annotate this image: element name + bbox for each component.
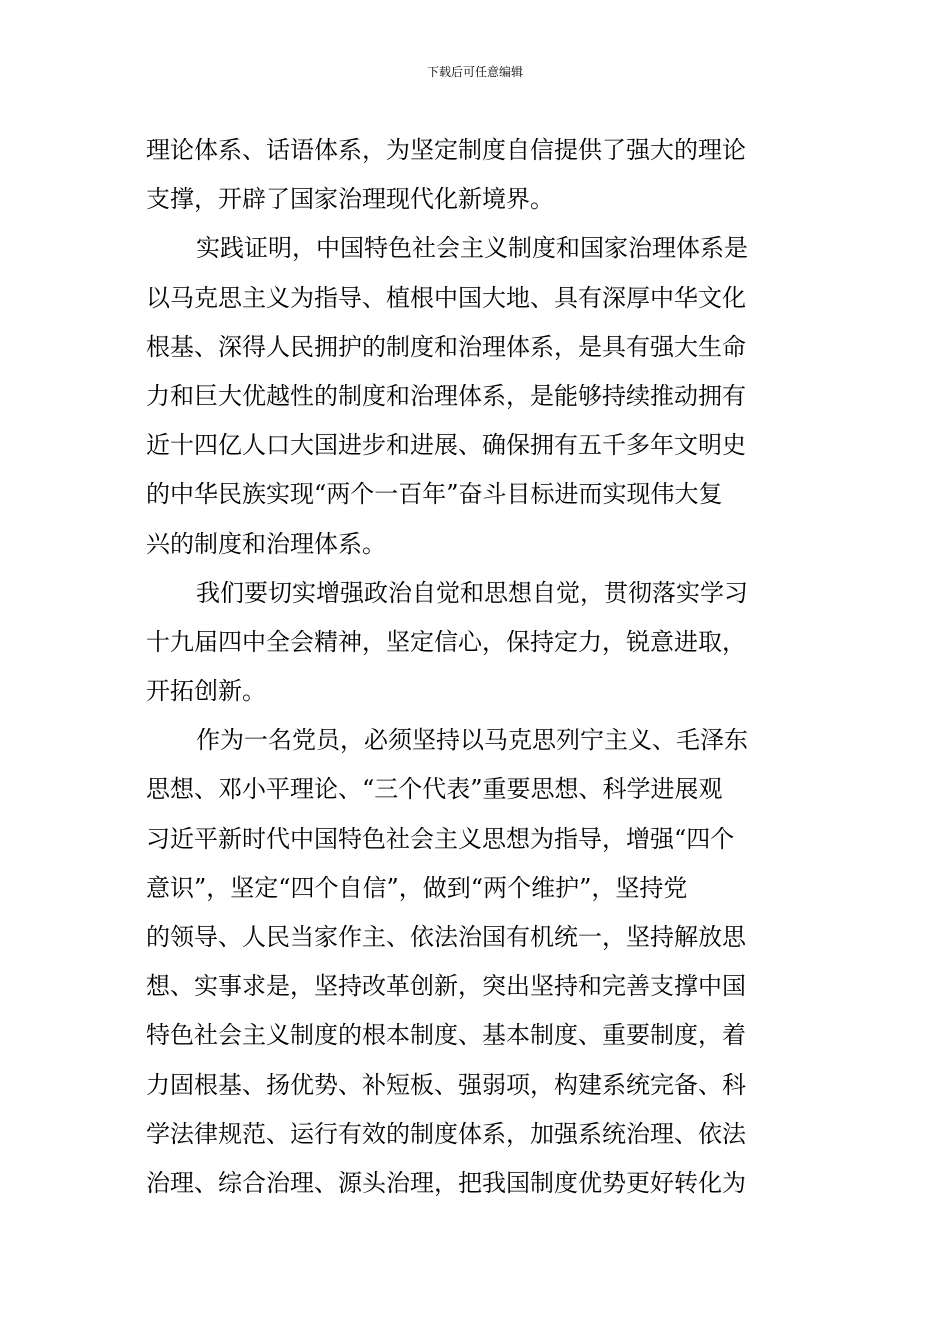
- text-line: 理论体系、话语体系，为坚定制度自信提供了强大的理论: [146, 136, 746, 164]
- text-line: 兴的制度和治理体系。: [146, 529, 386, 558]
- text-line: 近十四亿人口大国进步和进展、确保拥有五千多年文明史: [146, 431, 746, 460]
- page-header: 下载后可任意编辑: [426, 65, 523, 79]
- text-line: 以马克思主义为指导、植根中国大地、具有深厚中华文化: [146, 283, 746, 312]
- text-line: 作为一名党员，必须坚持以马克思列宁主义、毛泽东: [196, 726, 748, 755]
- paragraph-practice-proves: [146, 224, 826, 568]
- text-line: 我们要切实增强政治自觉和思想自觉，贯彻落实学习: [196, 578, 748, 607]
- text-line: 特色社会主义制度的根本制度、基本制度、重要制度，着: [146, 1021, 746, 1050]
- text-line: 习近平新时代中国特色社会主义思想为指导，增强“四个: [146, 824, 735, 853]
- text-line: 的领导、人民当家作主、依法治国有机统一，坚持解放思: [146, 923, 746, 951]
- text-line: 学法律规范、运行有效的制度体系，加强系统治理、依法: [146, 1119, 746, 1148]
- text-line: 开拓创新。: [146, 677, 266, 706]
- text-line: 十九届四中全会精神，坚定信心，保持定力，锐意进取，: [146, 627, 746, 656]
- text-line: 想、实事求是，坚持改革创新，突出坚持和完善支撑中国: [146, 972, 746, 1001]
- text-line: 意识”，坚定“四个自信”，做到“两个维护”，坚持党: [146, 873, 688, 902]
- text-line: 支撑，开辟了国家治理现代化新境界。: [146, 185, 554, 214]
- text-line: 思想、邓小平理论、“三个代表”重要思想、科学进展观: [146, 775, 723, 804]
- paragraph-we-must: [146, 569, 826, 717]
- paragraph-as-party-member: [146, 716, 826, 1208]
- text-line: 治理、综合治理、源头治理，把我国制度优势更好转化为: [146, 1168, 746, 1197]
- text-line: 实践证明，中国特色社会主义制度和国家治理体系是: [196, 234, 748, 263]
- text-line: 的中华民族实现“两个一百年”奋斗目标进而实现伟大复: [146, 480, 723, 509]
- paragraph-continuation: [146, 126, 826, 224]
- text-line: 力固根基、扬优势、补短板、强弱项，构建系统完备、科: [146, 1070, 746, 1099]
- document-body: [146, 126, 826, 1208]
- text-line: 力和巨大优越性的制度和治理体系，是能够持续推动拥有: [146, 381, 746, 410]
- text-line: 根基、深得人民拥护的制度和治理体系，是具有强大生命: [146, 332, 746, 361]
